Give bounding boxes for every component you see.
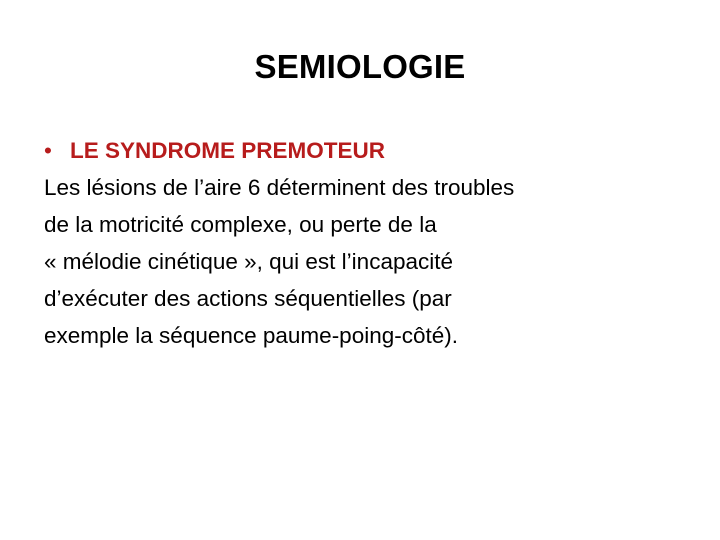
paragraph-1 — [44, 169, 684, 243]
bullet-item — [44, 132, 684, 169]
paragraph-1-line-2: de la motricité complexe, ou perte de la — [44, 212, 437, 237]
paragraph-2-line-3: exemple la séquence paume-poing-côté). — [44, 323, 458, 348]
slide-body — [44, 132, 684, 354]
bullet-text: LE SYNDROME PREMOTEUR — [70, 138, 386, 163]
slide-title: SEMIOLOGIE — [254, 48, 466, 85]
paragraph-1-line-1: Les lésions de l’aire 6 déterminent des troubles — [44, 175, 515, 200]
paragraph-2 — [44, 243, 684, 354]
paragraph-2-line-2: d’exécuter des actions séquentielles (par — [44, 286, 452, 311]
paragraph-2-line-1: « mélodie cinétique », qui est l’incapacité — [44, 249, 453, 274]
bullet-icon: • — [44, 138, 52, 163]
